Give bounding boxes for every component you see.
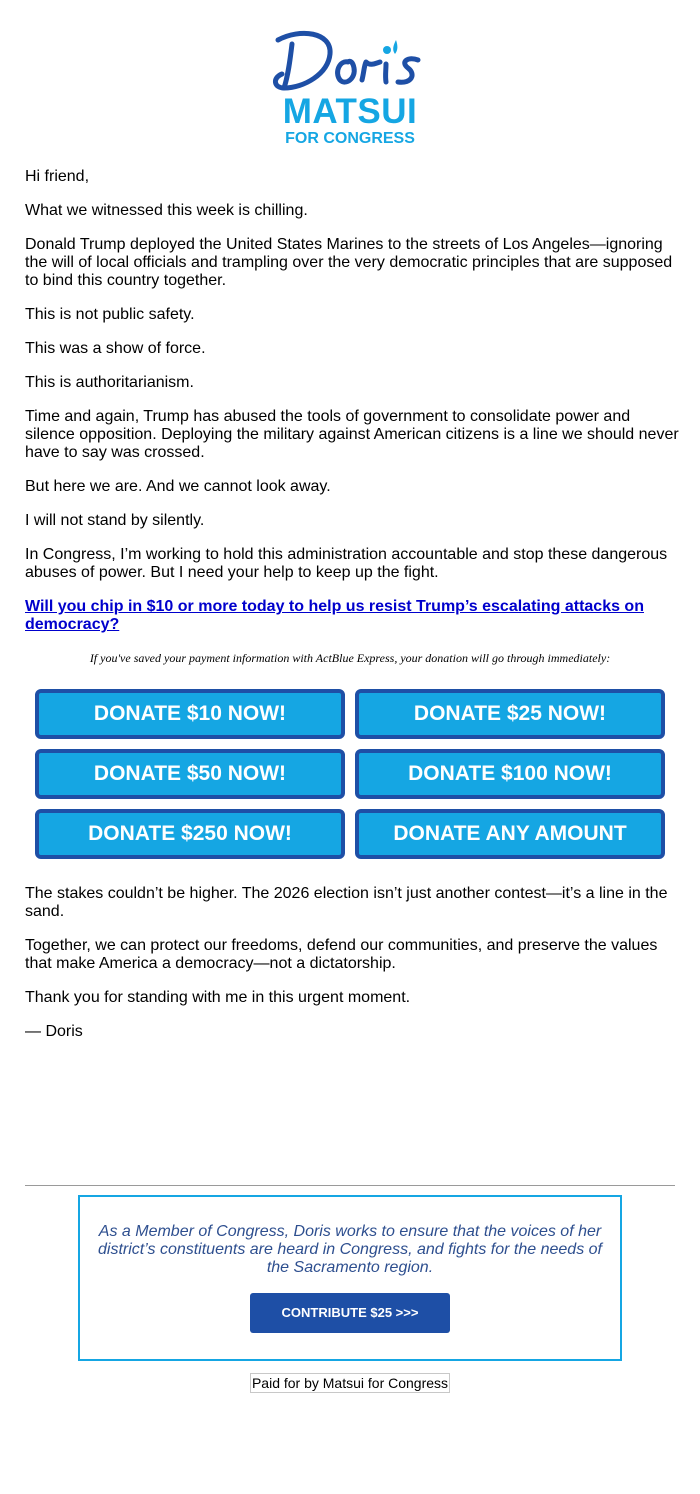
paragraph: I will not stand by silently. bbox=[25, 512, 205, 529]
footer-divider bbox=[25, 1185, 675, 1186]
contribute-button[interactable]: CONTRIBUTE $25 >>> bbox=[250, 1293, 450, 1333]
donate-100-button[interactable]: DONATE $100 NOW! bbox=[355, 749, 665, 799]
actblue-express-note: If you've saved your payment information with ActBlue Express, your donation will go through immediately: bbox=[89, 651, 611, 665]
paid-for-disclaimer: Paid for by Matsui for Congress bbox=[251, 1375, 449, 1391]
donate-any-amount-button[interactable]: DONATE ANY AMOUNT bbox=[355, 809, 665, 859]
paragraph: Time and again, Trump has abused the tools of government to consolidate power and silence opposition. Deploying the military against American citizens is a line we should never have to say was crossed. bbox=[25, 408, 679, 461]
doris-script-logo bbox=[270, 26, 430, 96]
paragraph: This was a show of force. bbox=[25, 340, 206, 357]
footer-text: As a Member of Congress, Doris works to ensure that the voices of her district’s constituents are heard in Congress, and fights for the needs of the Sacramento region. bbox=[98, 1223, 602, 1276]
donate-250-button[interactable]: DONATE $250 NOW! bbox=[35, 809, 345, 859]
footer-box bbox=[78, 1195, 622, 1361]
closing-paragraph: The stakes couldn’t be higher. The 2026 election isn’t just another contest—it’s a line in the sand. bbox=[25, 885, 668, 920]
paragraph: Donald Trump deployed the United States Marines to the streets of Los Angeles—ignoring the will of local officials and trampling over the very democratic principles that are supposed to bind this country together. bbox=[25, 236, 673, 289]
paragraph: What we witnessed this week is chilling. bbox=[25, 202, 308, 219]
paragraph: In Congress, I’m working to hold this administration accountable and stop these dangerous abuses of power. But I need your help to keep up the fight. bbox=[25, 546, 668, 581]
signature: — Doris bbox=[25, 1023, 83, 1040]
donate-25-button[interactable]: DONATE $25 NOW! bbox=[355, 689, 665, 739]
donate-10-button[interactable]: DONATE $10 NOW! bbox=[35, 689, 345, 739]
donate-50-button[interactable]: DONATE $50 NOW! bbox=[35, 749, 345, 799]
logo-tagline: FOR CONGRESS bbox=[285, 130, 415, 147]
closing-paragraph: Thank you for standing with me in this urgent moment. bbox=[25, 989, 411, 1006]
logo-name: MATSUI bbox=[282, 92, 418, 131]
closing-paragraph: Together, we can protect our freedoms, defend our communities, and preserve the values that make America a democracy—not a dictatorship. bbox=[25, 937, 658, 972]
logo bbox=[270, 26, 430, 148]
paragraph: But here we are. And we cannot look away. bbox=[25, 478, 331, 495]
paragraph: This is not public safety. bbox=[25, 306, 195, 323]
paragraph: This is authoritarianism. bbox=[25, 374, 194, 391]
greeting: Hi friend, bbox=[25, 168, 90, 185]
donate-ask-link[interactable]: Will you chip in $10 or more today to help us resist Trump’s escalating attacks on democracy? bbox=[25, 598, 644, 633]
